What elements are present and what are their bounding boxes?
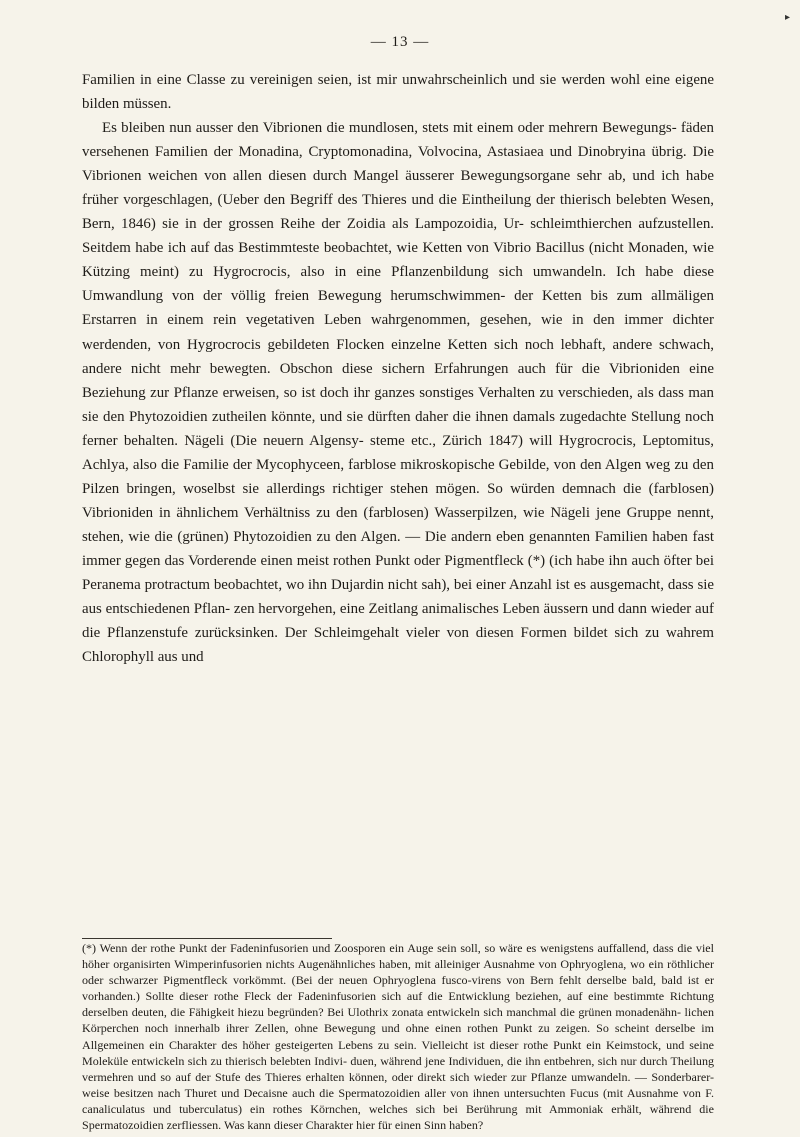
main-text	[82, 68, 714, 669]
paragraph-1: Familien in eine Classe zu vereinigen seien, ist mir unwahrscheinlich und sie werden wohl eine eigene bilden müssen.	[82, 72, 714, 113]
footnote-divider	[82, 938, 332, 939]
footnote-text: (*) Wenn der rothe Punkt der Fadeninfusorien und Zoosporen ein Auge sein soll, so wäre es wenigstens auffallend, dass die viel höher organisirten Wimperinfusorien nichts Augenähnliches haben, mit alleiniger Ausnahme von Ophryoglena, wo ein röthlicher oder schwarzer Pigmentfleck vorkömmt. (Bei der neuen Ophryoglena fusco-virens von Bern fehlt derselbe bald, bald ist er vorhanden.) Sollte dieser rothe Fleck der Fadeninfusorien sich auf die Entwicklung beziehen, auf eine bestimmte Richtung derselben deuten, die Fähigkeit hiezu begründen? Bei Ulothrix zonata entwickeln sich manchmal die grünen monadenähn- lichen Körperchen noch innerhalb ihrer Zellen, ohne Bewegung und ohne einen rothen Punkt zu zeigen. So scheint derselbe im Allgemeinen ein Charakter des höher gesteigerten Lebens zu sein. Vielleicht ist dieser rothe Punkt ein Keimstock, und seine Moleküle entwickeln sich zu thierisch belebten Indivi- duen, während jene Individuen, die ihn entbehren, sich nur durch Theilung vermehren und so auf der Stufe des Thieres erhalten können, oder direkt sich wieder zur Pflanze umwandeln. — Sonderbarer- weise besitzen nach Thuret und Decaisne auch die Spermatozoidien aller von ihnen untersuchten Fucus (mit Ausnahme von F. canaliculatus und tuberculatus) ein rothes Körnchen, welches sich bei Berührung mit Ammoniak erhält, während die Spermatozoidien zerfliessen. Was kann dieser Charakter hier für einen Sinn haben?	[82, 941, 714, 1133]
page-number: — 13 —	[370, 34, 430, 50]
footnote	[82, 940, 714, 1133]
paragraph-2: Es bleiben nun ausser den Vibrionen die mundlosen, stets mit einem oder mehrern Bewegungs- fäden versehenen Familien der Monadina, Cryptomonadina, Volvocina, Astasiaea und Dinobryina übrig. Die Vibrionen weichen von allen diesen durch Mangel äusserer Bewegungsorgane sehr ab, und ich habe früher vorgeschlagen, (Ueber den Begriff des Thieres und die Eintheilung der thierisch belebten Wesen, Bern, 1846) sie in der grossen Reihe der Zoidia als Lampozoidia, Ur- schleimthierchen aufzustellen. Seitdem habe ich auf das Bestimmteste beobachtet, wie Ketten von Vibrio Bacillus (nicht Monaden, wie Kützing meint) zu Hygrocrocis, also in eine Pflanzenbildung sich umwandeln. Ich habe diese Umwandlung von der völlig freien Bewegung herumschwimmen- der Ketten bis zum allmäligen Erstarren in einem rein vegetativen Leben wahrgenommen, gesehen, wie in den immer dichter werdenden, von Hygrocrocis gebildeten Flocken einzelne Ketten sich noch lebhaft, andere schwach, andere nicht mehr bewegten. Obschon diese sichern Erfahrungen auch für die Vibrioniden eine Beziehung zur Pflanze erweisen, so ist doch ihr ganzes sonstiges Verhalten zu verschieden, als dass man sie den Phytozoidien zutheilen könnte, und sie dürften daher die ihnen damals zugedachte Stellung noch ferner behalten. Nägeli (Die neuern Algensy- steme etc., Zürich 1847) will Hygrocrocis, Leptomitus, Achlya, also die Familie der Mycophyceen, farblose mikroskopische Gebilde, von den Algen weg zu den Pilzen bringen, woselbst sie allerdings richtiger stehen mögen. So würden demnach die (farblosen) Vibrioniden in ähnlichem Verhältniss zu den (farblosen) Wasserpilzen, wie Nägeli jene Gruppe nennt, stehen, wie die (grünen) Phytozoidien zu den Algen. — Die andern eben genannten Familien haben fast immer gegen das Vorderende einen meist rothen Punkt oder Pigmentfleck (*) (ich habe ihn auch öfter bei Peranema protractum beobachtet, wo ihn Dujardin nicht sah), bei einer Anzahl ist es ausgemacht, dass sie aus entschiedenen Pflan- zen hervorgehen, eine Zeitlang animalisches Leben äussern und dann wieder auf die Pflanzenstufe zurücksinken. Der Schleimgehalt vieler von diesen Formen bildet sich zu wahrem Chlorophyll aus und	[82, 120, 714, 666]
corner-mark: ▸	[785, 12, 791, 23]
